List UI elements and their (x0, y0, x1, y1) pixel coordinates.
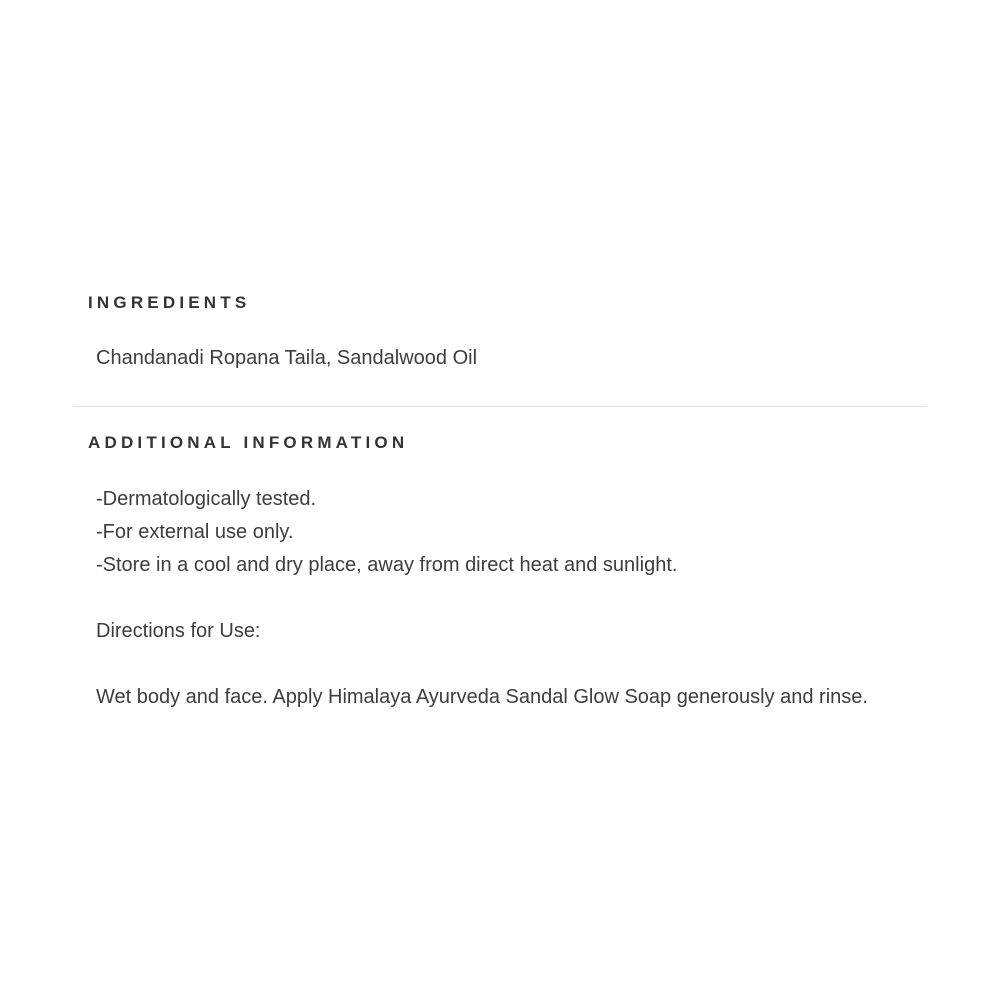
ingredients-body (73, 342, 927, 375)
additional-information-section (73, 406, 927, 714)
info-bullet-external-use: -For external use only. (96, 521, 294, 543)
blank-line (96, 582, 927, 615)
info-bullet-dermatologically-tested: -Dermatologically tested. (96, 488, 317, 510)
info-bullet-storage: -Store in a cool and dry place, away from direct heat and sunlight. (96, 554, 678, 576)
ingredients-heading: INGREDIENTS (88, 293, 251, 312)
ingredients-text: Chandanadi Ropana Taila, Sandalwood Oil (96, 347, 478, 369)
ingredients-section (73, 288, 927, 375)
directions-heading: Directions for Use: (96, 620, 261, 642)
additional-information-body (73, 483, 927, 714)
directions-text: Wet body and face. Apply Himalaya Ayurveda Sandal Glow Soap generously and rinse. (96, 686, 868, 708)
blank-line (96, 648, 927, 681)
additional-information-heading: ADDITIONAL INFORMATION (88, 433, 409, 452)
